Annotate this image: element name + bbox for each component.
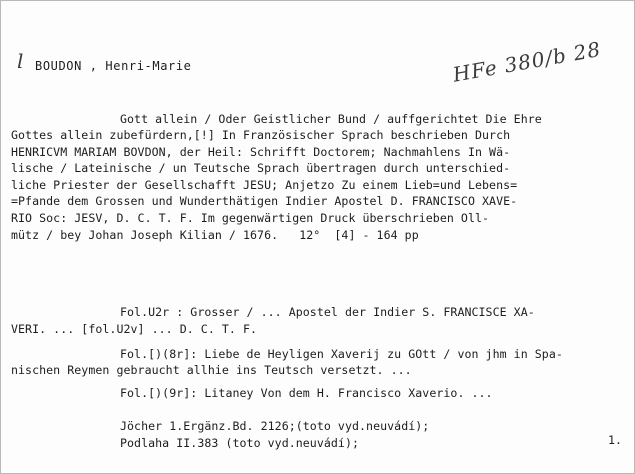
folio-line: VERI. ... [fol.U2v] ... D. C. T. F. — [11, 322, 258, 336]
folio-line: Fol.U2r : Grosser / ... Apostel der Indier S. FRANCISCE XA- — [120, 305, 535, 319]
call-number: HFe 380/b 28 — [451, 36, 603, 87]
handwritten-initial: l — [17, 49, 24, 73]
body-line: =Pfande dem Grossen und Wunderthätigen Indier Apostel D. FRANCISCO XAVE- — [11, 194, 518, 208]
body-line: Gottes allein zubefürdern,[!] In Französischer Sprach beschrieben Durch — [11, 128, 511, 142]
folio-line: Fol.[)(9r]: Litaney Von dem H. Francisco Xaverio. ... — [120, 386, 493, 400]
folio-line: nischen Reymen gebraucht allhie ins Teutsch versetzt. ... — [11, 363, 412, 377]
reference-line: Jöcher 1.Ergänz.Bd. 2126;(toto vyd.neuvádí); — [120, 419, 430, 433]
body-line: mütz / bey Johan Joseph Kilian / 1676. 12° [4] - 164 pp — [11, 228, 419, 242]
body-line: HENRICVM MARIAM BOVDON, der Heil: Schrifft Doctorem; Nachmahlens In Wä- — [11, 145, 511, 159]
reference-line: Podlaha II.383 (toto vyd.neuvádí); — [120, 436, 360, 450]
body-line: liche Priester der Gesellschafft JESU; Anjetzo Zu einem Lieb=und Lebens= — [11, 178, 518, 192]
body-line: lische / Lateinische / un Teutsche Sprach übertragen durch unterschied- — [11, 161, 511, 175]
folio-line: Fol.[)(8r]: Liebe de Heyligen Xaverij zu GOtt / von jhm in Spa- — [120, 347, 563, 361]
body-line: RIO Soc: JESV, D. C. T. F. Im gegenwärtigen Druck überschrieben Oll- — [11, 211, 490, 225]
body-line: Gott allein / Oder Geistlicher Bund / auffgerichtet Die Ehre — [120, 112, 542, 126]
card-number: 1. — [608, 433, 623, 447]
card-heading: BOUDON , Henri-Marie — [35, 59, 192, 73]
